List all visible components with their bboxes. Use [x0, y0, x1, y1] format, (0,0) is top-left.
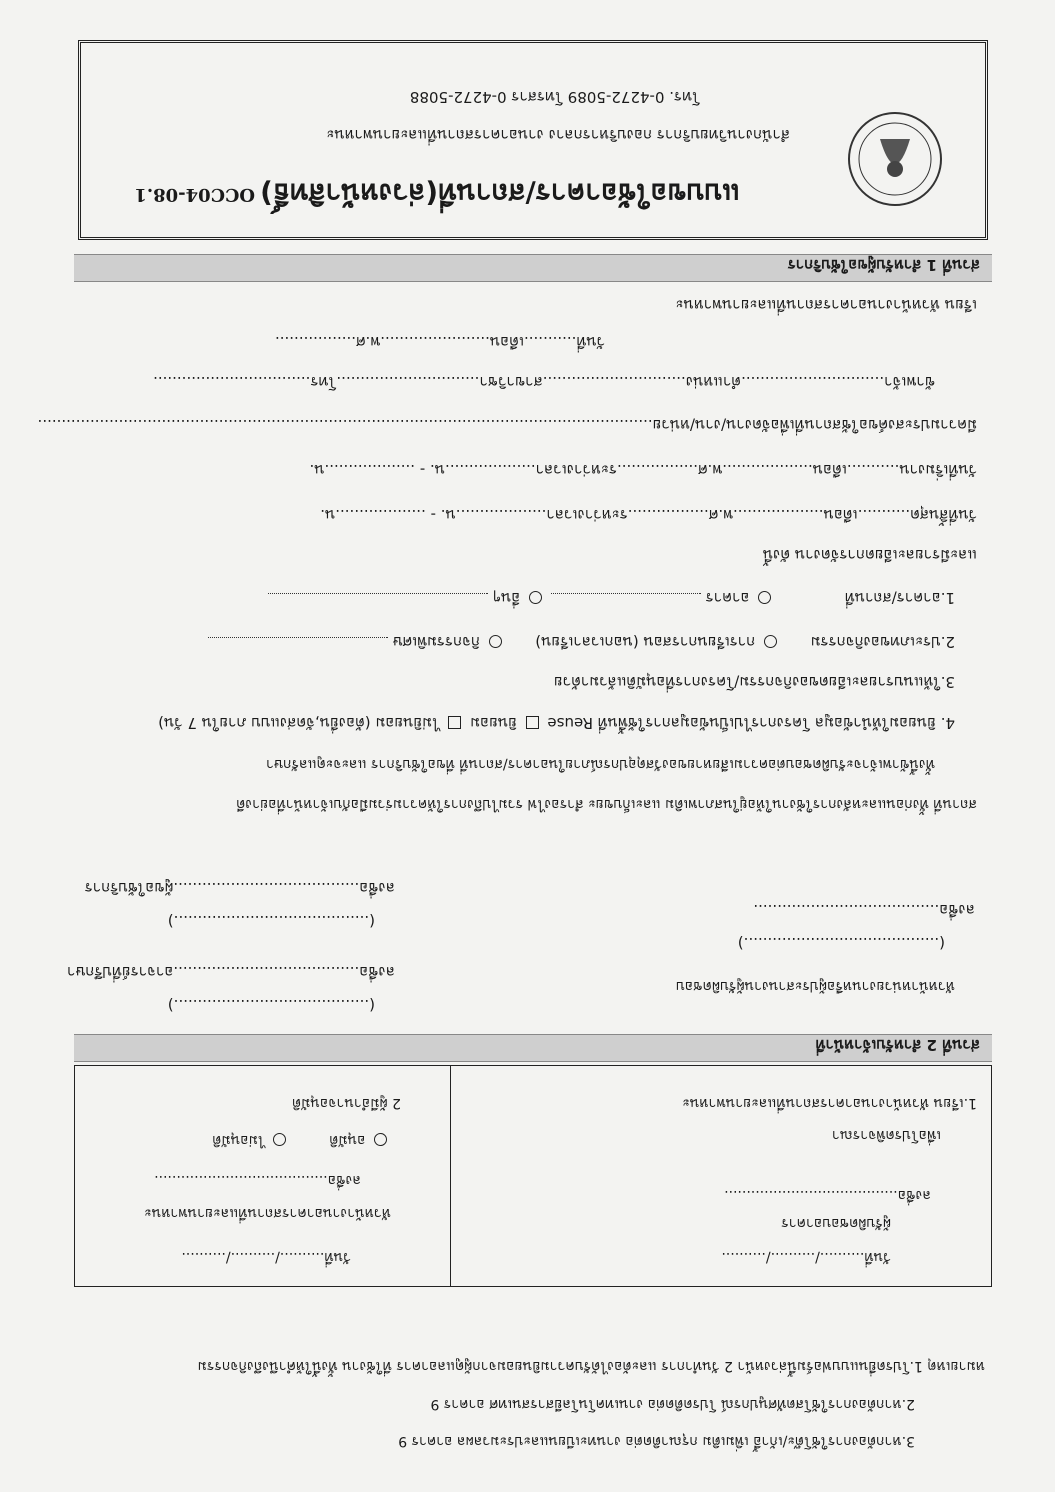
university-seal-icon — [845, 109, 945, 209]
requester-name[interactable]: (.........................................) — [167, 912, 375, 930]
agreement-line1: ทั้งนี้ข้าพเจ้าจะรับผิดชอบต่อความเสียหายของวัสดุอุปกรณ์ภายในอาคาร/สถานที่ ที่ขอใช้บริการ และจะดูแลรักษา — [265, 756, 935, 772]
reject-label: ไม่อนุมัติ — [212, 1132, 265, 1148]
item1-label: 1.อาคาร/สถานที่ — [844, 589, 955, 607]
item1-option-other-radio[interactable] — [529, 591, 542, 604]
purpose-field[interactable]: มีความประสงค์ขอใช้สถานที่เพื่อจัดงาน/งาน/หน่วย................................................................................................................................. — [37, 416, 977, 434]
item4-consent-label: ยินยอม — [470, 714, 517, 732]
item1-option-building-radio[interactable] — [758, 591, 771, 604]
item4-row — [158, 711, 955, 735]
section2-right-date[interactable]: วันที่........../........../.......... — [181, 1249, 351, 1265]
form-title: แบบขอใช้อาคาร/สถานที่(ล่วงหน้าสิทธิ์) — [260, 177, 740, 210]
end-date-field[interactable]: วันที่สิ้นสุด...........เดือน...................พ.ศ.................ระหว่างเวลา...................น. - ...................น. — [320, 506, 977, 524]
item1-row — [268, 586, 955, 610]
section2-left-role: ผู้รับผิดชอบอาคาร — [781, 1215, 891, 1231]
requester-signature[interactable]: ลงชื่อ.......................................ผู้ขอใช้บริการ — [84, 879, 395, 897]
section2-box — [74, 1065, 992, 1287]
approve-label: อนุมัติ — [329, 1132, 366, 1148]
section2-right-title: 2 ผู้มีอำนาจอนุมัติ — [292, 1095, 401, 1111]
agreement-line2: สถานที่ ทั้งก่อนและหลังการใช้งานให้อยู่ในสภาพเดิม และเก็บขยะ สำรองไฟ รวมไปถึงการให้ความร่วมมือกับเจ้าหน้าที่อย่างดี — [236, 796, 977, 812]
section2-right-role: หัวหน้างานอาคารสถานที่และยานพาหนะ — [144, 1205, 391, 1221]
reject-radio[interactable] — [273, 1134, 286, 1147]
section2-band — [74, 1034, 992, 1062]
header-box — [78, 40, 988, 240]
office-name: สำนักงานวิทยบริการ กองบริหารกลาง งานอาคารสถานที่และยานพาหนะ — [326, 126, 790, 144]
item4-label: 4. ยินยอมให้นำข้อมูล โครงการไปเป็นข้อมูลการใช้พื้นที่ Reuse — [547, 714, 955, 732]
date-field[interactable]: วันที่...........เดือน.......................พ.ศ................. — [274, 333, 605, 351]
section2-left-title: 1.เรียน หัวหน้างานอาคารสถานที่และยานพาหนะ — [682, 1095, 977, 1111]
item2-row — [208, 630, 955, 654]
section2-right-options — [212, 1129, 391, 1151]
section2-left-signature[interactable]: ลงชื่อ....................................... — [724, 1187, 931, 1203]
item2-label: 2.ประเภทของกิจกรรม — [810, 633, 955, 651]
addressee: เรียน หัวหน้างานอาคารสถานที่และยานพาหนะ — [675, 296, 977, 314]
section2-divider — [450, 1066, 451, 1286]
item2-option-special-radio[interactable] — [489, 635, 502, 648]
witness-signature[interactable]: ลงชื่อ....................................... — [753, 901, 975, 919]
start-date-field[interactable]: วันที่เริ่มงาน...........เดือน...................พ.ศ.................ระหว่างเวลา...................น. - ...................น. — [309, 461, 977, 479]
requester-info-field[interactable]: ข้าพเจ้า..............................ตำแหน่ง..............................สาขาวิชา..............................โทร................................. — [153, 373, 935, 391]
note-line1: หมายเหตุ 1.โปรดยื่นแบบฟอร์มนี้ล่วงหน้า 2 วันทำการ และต้องได้รับความยินยอมจากผู้ดูแลอาคาร ที่ใช้งาน ทั้งนี้ให้คำนึงถึงกิจกรรม — [197, 1358, 985, 1374]
note-line2: 2.หากต้องการใช้โสตทัศนูปกรณ์ โปรดติดต่อ งานเทคโนโลยีสารสนเทศ อาคาร 9 — [430, 1396, 915, 1412]
item1-option-other-label: อื่นๆ — [492, 589, 521, 607]
item4-decline-checkbox[interactable] — [448, 716, 461, 729]
section1-band — [74, 254, 992, 282]
section2-right-signature[interactable]: ลงชื่อ....................................... — [154, 1172, 361, 1188]
item1-option-building-label: อาคาร — [705, 589, 750, 607]
approve-radio[interactable] — [374, 1134, 387, 1147]
form-code: OCC04-08.1 — [134, 184, 255, 205]
section2-left-sub: เพื่อโปรดพิจารณา — [831, 1127, 941, 1143]
item2-option-teaching-radio[interactable] — [764, 635, 777, 648]
details-label: และมีรายละเอียดการจัดงาน ดังนี้ — [762, 546, 977, 564]
office-phone: โทร. 0-4272-5089 โทรสาร 0-4272-5088 — [409, 88, 700, 106]
advisor-signature[interactable]: ลงชื่อ.......................................อาจารย์ที่ปรึกษา — [66, 963, 395, 981]
witness-name[interactable]: (.........................................) — [737, 934, 945, 952]
advisor-name[interactable]: (.........................................) — [167, 996, 375, 1014]
note-line3: 3.หากต้องการใช้โต๊ะ/เก้าอี้ เพิ่มเติม กรุณาติดต่อ งานทะเบียนและประมวลผล อาคาร 9 — [398, 1433, 915, 1449]
item2-option-special-label: กิจกรรมพิเศษ — [392, 633, 480, 651]
item2-option-teaching-label: การเรียนการสอน (นอกเวลาเรียน) — [535, 633, 756, 651]
item4-decline-label: ไม่ยินยอม (ต้องยื่น,จัดส่งแบบ ภายใน 7 วัน) — [158, 714, 440, 732]
item4-consent-checkbox[interactable] — [526, 716, 539, 729]
department-head-label: หัวหน้าหน่วยงานหรือผู้ประสานงานผู้รับผิดชอบ — [675, 978, 955, 994]
item3-text: 3.ให้แนบรายละเอียดของกิจกรรม/โครงการที่อนุมัติแล้วมาด้วย — [553, 673, 955, 691]
section1-heading: ส่วนที่ 1 สำหรับผู้ขอใช้บริการ — [787, 256, 980, 274]
section2-left-date[interactable]: วันที่........../........../.......... — [721, 1249, 891, 1265]
section2-heading: ส่วนที่ 2 สำหรับเจ้าหน้าที่ — [815, 1036, 980, 1054]
